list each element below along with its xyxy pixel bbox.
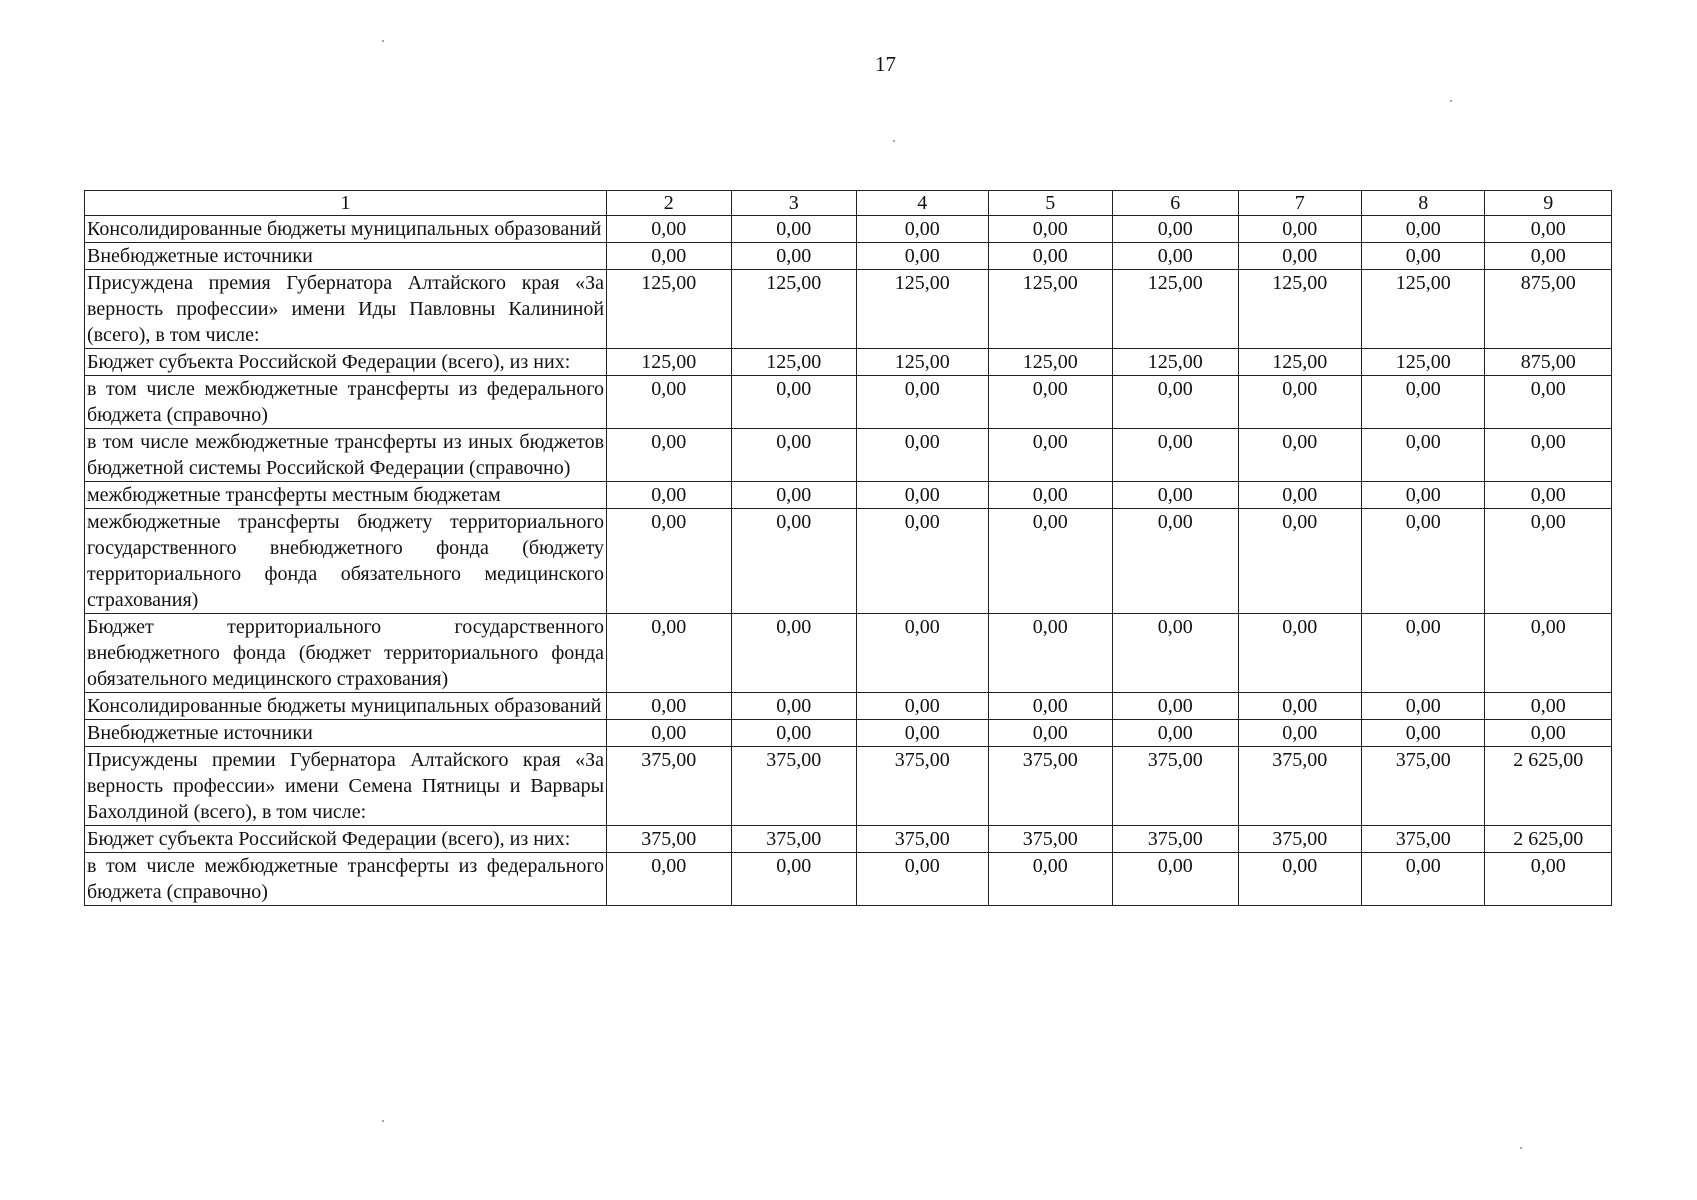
value-cell: 0,00 xyxy=(857,482,989,509)
table-row xyxy=(85,509,1612,614)
value-cell: 0,00 xyxy=(607,614,731,693)
value-cell: 375,00 xyxy=(1238,826,1361,853)
value-cell: 125,00 xyxy=(1238,349,1361,376)
value-cell: 375,00 xyxy=(1361,747,1484,826)
value-cell: 125,00 xyxy=(731,349,856,376)
value-cell: 0,00 xyxy=(988,482,1112,509)
header-cell: 8 xyxy=(1361,191,1484,216)
table-row xyxy=(85,349,1612,376)
value-cell: 0,00 xyxy=(857,429,989,482)
table-row xyxy=(85,853,1612,906)
value-cell: 0,00 xyxy=(731,853,856,906)
value-cell: 125,00 xyxy=(1361,270,1484,349)
table-row xyxy=(85,693,1612,720)
value-cell: 0,00 xyxy=(1113,720,1238,747)
value-cell: 0,00 xyxy=(1361,376,1484,429)
value-cell: 375,00 xyxy=(1113,826,1238,853)
value-cell: 375,00 xyxy=(988,747,1112,826)
value-cell: 0,00 xyxy=(1113,216,1238,243)
value-cell: 0,00 xyxy=(1238,243,1361,270)
value-cell: 375,00 xyxy=(857,747,989,826)
scan-speck xyxy=(382,1120,384,1122)
scan-speck xyxy=(382,40,384,42)
value-cell: 125,00 xyxy=(1113,270,1238,349)
value-cell: 375,00 xyxy=(731,747,856,826)
value-cell: 0,00 xyxy=(988,720,1112,747)
value-cell: 0,00 xyxy=(1113,853,1238,906)
value-cell: 375,00 xyxy=(731,826,856,853)
value-cell: 0,00 xyxy=(988,243,1112,270)
value-cell: 0,00 xyxy=(1238,509,1361,614)
value-cell: 2 625,00 xyxy=(1485,747,1612,826)
value-cell: 0,00 xyxy=(1485,614,1612,693)
value-cell: 875,00 xyxy=(1485,270,1612,349)
value-cell: 875,00 xyxy=(1485,349,1612,376)
value-cell: 375,00 xyxy=(607,826,731,853)
value-cell: 0,00 xyxy=(1238,482,1361,509)
value-cell: 0,00 xyxy=(857,509,989,614)
scan-speck xyxy=(1450,100,1452,102)
budget-table xyxy=(84,190,1612,906)
value-cell: 0,00 xyxy=(1238,720,1361,747)
value-cell: 0,00 xyxy=(988,614,1112,693)
value-cell: 125,00 xyxy=(607,349,731,376)
value-cell: 0,00 xyxy=(731,216,856,243)
row-label: в том числе межбюджетные трансферты из федерального бюджета (справочно) xyxy=(85,376,607,429)
value-cell: 0,00 xyxy=(731,243,856,270)
header-cell: 3 xyxy=(731,191,856,216)
value-cell: 125,00 xyxy=(731,270,856,349)
value-cell: 0,00 xyxy=(1113,509,1238,614)
value-cell: 0,00 xyxy=(731,482,856,509)
value-cell: 0,00 xyxy=(1238,693,1361,720)
value-cell: 0,00 xyxy=(607,482,731,509)
value-cell: 0,00 xyxy=(1113,482,1238,509)
value-cell: 0,00 xyxy=(857,376,989,429)
value-cell: 0,00 xyxy=(1485,243,1612,270)
value-cell: 0,00 xyxy=(988,216,1112,243)
row-label: Присуждена премия Губернатора Алтайского края «За верность профессии» имени Иды Павловны Калининой (всего), в том числе: xyxy=(85,270,607,349)
value-cell: 0,00 xyxy=(1361,429,1484,482)
value-cell: 125,00 xyxy=(1113,349,1238,376)
value-cell: 0,00 xyxy=(731,376,856,429)
row-label: в том числе межбюджетные трансферты из федерального бюджета (справочно) xyxy=(85,853,607,906)
row-label: Бюджет субъекта Российской Федерации (всего), из них: xyxy=(85,826,607,853)
table-row xyxy=(85,826,1612,853)
value-cell: 0,00 xyxy=(988,509,1112,614)
value-cell: 125,00 xyxy=(857,270,989,349)
header-cell: 1 xyxy=(85,191,607,216)
value-cell: 0,00 xyxy=(607,429,731,482)
value-cell: 0,00 xyxy=(988,853,1112,906)
row-label: Внебюджетные источники xyxy=(85,720,607,747)
budget-table-container xyxy=(84,190,1612,906)
scan-speck xyxy=(1520,1147,1522,1149)
value-cell: 0,00 xyxy=(731,509,856,614)
value-cell: 0,00 xyxy=(1485,216,1612,243)
row-label: Бюджет субъекта Российской Федерации (всего), из них: xyxy=(85,349,607,376)
table-row xyxy=(85,243,1612,270)
value-cell: 0,00 xyxy=(857,216,989,243)
value-cell: 375,00 xyxy=(857,826,989,853)
value-cell: 0,00 xyxy=(1485,509,1612,614)
value-cell: 375,00 xyxy=(607,747,731,826)
row-label: межбюджетные трансферты бюджету территориального государственного внебюджетного фонда (бюджету территориального фонда обязательного медицинского страхования) xyxy=(85,509,607,614)
value-cell: 0,00 xyxy=(1361,693,1484,720)
value-cell: 0,00 xyxy=(1485,482,1612,509)
value-cell: 125,00 xyxy=(1238,270,1361,349)
value-cell: 0,00 xyxy=(1361,509,1484,614)
value-cell: 0,00 xyxy=(731,429,856,482)
value-cell: 0,00 xyxy=(1361,720,1484,747)
value-cell: 0,00 xyxy=(988,429,1112,482)
value-cell: 0,00 xyxy=(1238,376,1361,429)
value-cell: 0,00 xyxy=(1485,429,1612,482)
table-row xyxy=(85,376,1612,429)
value-cell: 2 625,00 xyxy=(1485,826,1612,853)
header-cell: 9 xyxy=(1485,191,1612,216)
table-body xyxy=(85,191,1612,906)
value-cell: 0,00 xyxy=(1361,853,1484,906)
value-cell: 125,00 xyxy=(607,270,731,349)
header-cell: 4 xyxy=(857,191,989,216)
value-cell: 0,00 xyxy=(1113,693,1238,720)
value-cell: 0,00 xyxy=(1113,614,1238,693)
value-cell: 0,00 xyxy=(731,720,856,747)
value-cell: 0,00 xyxy=(1238,614,1361,693)
value-cell: 0,00 xyxy=(731,614,856,693)
value-cell: 375,00 xyxy=(988,826,1112,853)
value-cell: 0,00 xyxy=(607,720,731,747)
value-cell: 0,00 xyxy=(1238,853,1361,906)
row-label: Внебюджетные источники xyxy=(85,243,607,270)
value-cell: 125,00 xyxy=(857,349,989,376)
table-row xyxy=(85,747,1612,826)
value-cell: 125,00 xyxy=(988,349,1112,376)
table-row xyxy=(85,429,1612,482)
value-cell: 0,00 xyxy=(607,693,731,720)
value-cell: 0,00 xyxy=(857,853,989,906)
row-label: межбюджетные трансферты местным бюджетам xyxy=(85,482,607,509)
value-cell: 375,00 xyxy=(1113,747,1238,826)
table-row xyxy=(85,216,1612,243)
value-cell: 375,00 xyxy=(1361,826,1484,853)
header-cell: 6 xyxy=(1113,191,1238,216)
value-cell: 0,00 xyxy=(607,509,731,614)
value-cell: 0,00 xyxy=(1238,216,1361,243)
value-cell: 0,00 xyxy=(857,720,989,747)
value-cell: 0,00 xyxy=(1113,243,1238,270)
table-row xyxy=(85,614,1612,693)
scan-speck xyxy=(893,140,895,142)
table-header-row xyxy=(85,191,1612,216)
value-cell: 375,00 xyxy=(1238,747,1361,826)
value-cell: 0,00 xyxy=(1113,376,1238,429)
value-cell: 0,00 xyxy=(857,693,989,720)
row-label: Бюджет территориального государственного внебюджетного фонда (бюджет территориального фонда обязательного медицинского страхования) xyxy=(85,614,607,693)
table-row xyxy=(85,482,1612,509)
table-row xyxy=(85,720,1612,747)
value-cell: 125,00 xyxy=(1361,349,1484,376)
table-row xyxy=(85,270,1612,349)
value-cell: 125,00 xyxy=(988,270,1112,349)
value-cell: 0,00 xyxy=(731,693,856,720)
page-number: 17 xyxy=(875,52,896,76)
row-label: в том числе межбюджетные трансферты из иных бюджетов бюджетной системы Российской Федерации (справочно) xyxy=(85,429,607,482)
value-cell: 0,00 xyxy=(607,853,731,906)
value-cell: 0,00 xyxy=(1113,429,1238,482)
value-cell: 0,00 xyxy=(607,243,731,270)
header-cell: 5 xyxy=(988,191,1112,216)
value-cell: 0,00 xyxy=(857,243,989,270)
header-cell: 2 xyxy=(607,191,731,216)
value-cell: 0,00 xyxy=(1485,376,1612,429)
row-label: Присуждены премии Губернатора Алтайского края «За верность профессии» имени Семена Пятницы и Варвары Бахолдиной (всего), в том числе: xyxy=(85,747,607,826)
value-cell: 0,00 xyxy=(1361,614,1484,693)
value-cell: 0,00 xyxy=(988,376,1112,429)
value-cell: 0,00 xyxy=(857,614,989,693)
value-cell: 0,00 xyxy=(1485,853,1612,906)
value-cell: 0,00 xyxy=(607,216,731,243)
value-cell: 0,00 xyxy=(1361,482,1484,509)
value-cell: 0,00 xyxy=(607,376,731,429)
value-cell: 0,00 xyxy=(1238,429,1361,482)
row-label: Консолидированные бюджеты муниципальных образований xyxy=(85,693,607,720)
value-cell: 0,00 xyxy=(1485,720,1612,747)
row-label: Консолидированные бюджеты муниципальных образований xyxy=(85,216,607,243)
value-cell: 0,00 xyxy=(988,693,1112,720)
value-cell: 0,00 xyxy=(1485,693,1612,720)
header-cell: 7 xyxy=(1238,191,1361,216)
value-cell: 0,00 xyxy=(1361,243,1484,270)
value-cell: 0,00 xyxy=(1361,216,1484,243)
